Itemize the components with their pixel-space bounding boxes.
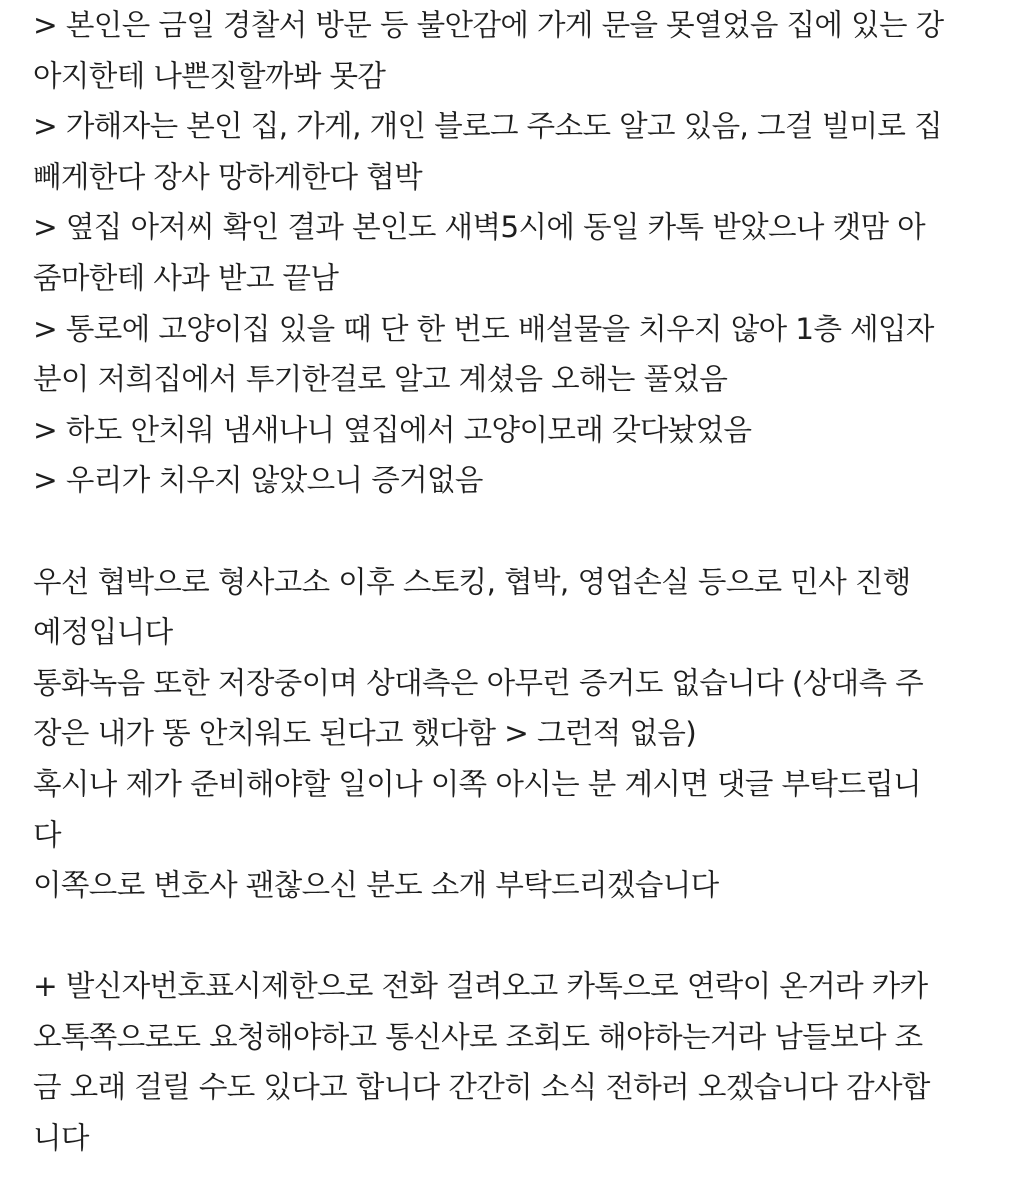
text-line: 니다 — [33, 1121, 89, 1156]
text-line: > 본인은 금일 경찰서 방문 등 불안감에 가게 문을 못열었음 집에 있는 강 — [33, 8, 944, 42]
text-line: 분이 저희집에서 투기한걸로 알고 계셨음 오해는 풀었음 — [33, 362, 728, 397]
text-line: 아지한테 나쁜짓할까봐 못감 — [33, 58, 386, 93]
text-line: 금 오래 걸릴 수도 있다고 합니다 간간히 소식 전하러 오겠습니다 감사합 — [33, 1070, 930, 1105]
text-line: 빼게한다 장사 망하게한다 협박 — [33, 159, 422, 194]
text-line: 오톡쪽으로도 요청해야하고 통신사로 조회도 해야하는거라 남들보다 조 — [33, 1019, 923, 1054]
text-line: 우선 협박으로 형사고소 이후 스토킹, 협박, 영업손실 등으로 민사 진행 — [33, 564, 911, 599]
text-line: > 우리가 치우지 않았으니 증거없음 — [33, 463, 483, 498]
text-line: 장은 내가 똥 안치워도 된다고 했다함 > 그런적 없음) — [33, 716, 697, 751]
text-line: 다 — [33, 817, 61, 852]
paragraph-gap — [33, 506, 1008, 557]
text-line: 예정입니다 — [33, 615, 173, 650]
text-line: 혹시나 제가 준비해야할 일이나 이쪽 아시는 분 계시면 댓글 부탁드립니 — [33, 766, 922, 801]
text-line: > 옆집 아저씨 확인 결과 본인도 새벽5시에 동일 카톡 받았으나 캣맘 아 — [33, 210, 926, 245]
text-line: 통화녹음 또한 저장중이며 상대측은 아무런 증거도 없습니다 (상대측 주 — [33, 665, 924, 700]
text-line: > 통로에 고양이집 있을 때 단 한 번도 배설물을 치우지 않아 1층 세입자 — [33, 311, 934, 346]
text-line: + 발신자번호표시제한으로 전화 걸려오고 카톡으로 연락이 온거라 카카 — [33, 969, 928, 1004]
post-body — [33, 0, 1008, 1164]
text-line: 이쪽으로 변호사 괜찮으신 분도 소개 부탁드리겠습니다 — [33, 868, 719, 903]
paragraph-gap — [33, 911, 1008, 962]
text-line: > 하도 안치워 냄새나니 옆집에서 고양이모래 갖다놨었음 — [33, 412, 752, 447]
text-line: 줌마한테 사과 받고 끝남 — [33, 260, 339, 295]
text-line: > 가해자는 본인 집, 가게, 개인 블로그 주소도 알고 있음, 그걸 빌미로 집 — [33, 109, 942, 144]
